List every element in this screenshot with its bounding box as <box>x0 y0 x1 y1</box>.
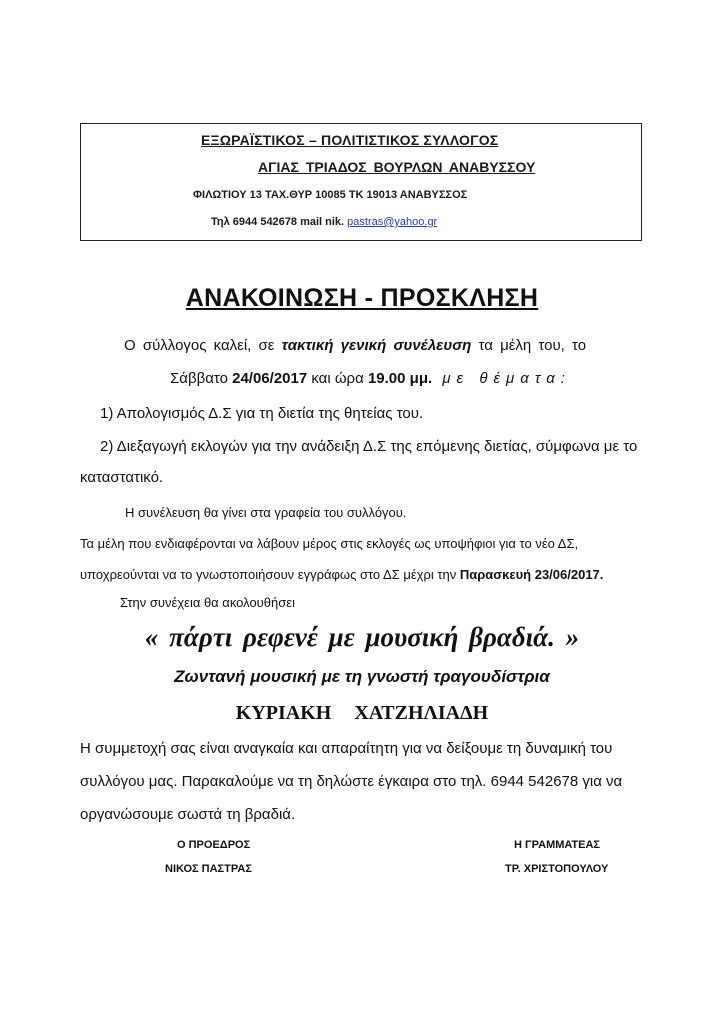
meeting-time: 19.00 μμ. <box>367 370 433 387</box>
association-address: ΦΙΛΩΤΙΟΥ 13 ΤΑΧ.ΘΥΡ 10085 ΤΚ 19013 ΑΝΑΒΥΣΣΟΣ <box>193 189 468 201</box>
document-title: ΑΝΑΚΟΙΝΩΣΗ - ΠΡΟΣΚΛΗΣΗ <box>185 284 539 312</box>
agenda-item-1: 1) Απολογισμός Δ.Σ για τη διετία της θητείας του. <box>100 405 424 422</box>
text-segment: υποχρεούνται να το γνωστοποιήσουν εγγράφως στο ΔΣ μέχρι την <box>80 567 460 582</box>
deadline-date: Παρασκευή 23/06/2017. <box>459 567 604 582</box>
text-segment: Ο σύλλογος καλεί, σε <box>124 337 282 354</box>
president-title: Ο ΠΡΟΕΔΡΟΣ <box>177 839 251 851</box>
closing-line-3: οργανώσουμε σωστά τη βραδιά. <box>80 806 296 823</box>
letterhead-box <box>80 123 642 241</box>
invitation-line <box>124 337 586 354</box>
agenda-item-2-continued: καταστατικό. <box>80 469 164 486</box>
closing-line-2: συλλόγου μας. Παρακαλούμε να τη δηλώστε έγκαιρα στο τηλ. 6944 542678 για να <box>80 773 623 790</box>
agenda-item-2: 2) Διεξαγωγή εκλογών για την ανάδειξη Δ.Σ της επόμενης διετίας, σύμφωνα με το <box>100 438 638 455</box>
text-segment: τα μέλη του, το <box>471 337 587 354</box>
meeting-date: 24/06/2017 <box>232 370 308 387</box>
meeting-type: τακτική γενική συνέλευση <box>281 337 472 354</box>
association-location: ΑΓΙΑΣ ΤΡΙΑΔΟΣ ΒΟΥΡΛΩΝ ΑΝΑΒΥΣΣΟΥ <box>258 159 536 175</box>
secretary-name: ΤΡ. ΧΡΙΣΤΟΠΟΥΛΟΥ <box>505 863 609 875</box>
secretary-title: Η ΓΡΑΜΜΑΤΕΑΣ <box>514 839 601 851</box>
candidates-line: Τα μέλη που ενδιαφέρονται να λάβουν μέρος στις εκλογές ως υποψήφιοι για το νέο ΔΣ, <box>80 536 579 551</box>
text-segment: Σάββατο <box>170 370 233 387</box>
live-music-line: Ζωντανή μουσική με τη γνωστή τραγουδίστρια <box>174 667 550 686</box>
association-contact <box>211 216 437 228</box>
topics-label: με θέματα: <box>432 370 571 387</box>
president-name: ΝΙΚΟΣ ΠΑΣΤΡΑΣ <box>165 863 252 875</box>
party-announcement: « πάρτι ρεφενέ με μουσική βραδιά. » <box>144 622 580 652</box>
email-link[interactable]: pastras@yahoo.gr <box>347 216 438 228</box>
venue-line: Η συνέλευση θα γίνει στα γραφεία του συλλόγου. <box>125 505 407 520</box>
closing-line-1: Η συμμετοχή σας είναι αναγκαία και απαραίτητη για να δείξουμε τη δυναμική του <box>80 740 613 757</box>
meeting-date-line <box>170 370 571 387</box>
singer-name: ΚΥΡΙΑΚΗ ΧΑΤΖΗΛΙΑΔΗ <box>235 702 489 724</box>
phone-text: Τηλ 6944 542678 mail nik. <box>211 216 345 228</box>
followup-line: Στην συνέχεια θα ακολουθήσει <box>120 595 295 610</box>
association-name: ΕΞΩΡΑΪΣΤΙΚΟΣ – ΠΟΛΙΤΙΣΤΙΚΟΣ ΣΥΛΛΟΓΟΣ <box>201 132 499 148</box>
text-segment: και ώρα <box>307 370 368 387</box>
deadline-line <box>80 567 603 582</box>
